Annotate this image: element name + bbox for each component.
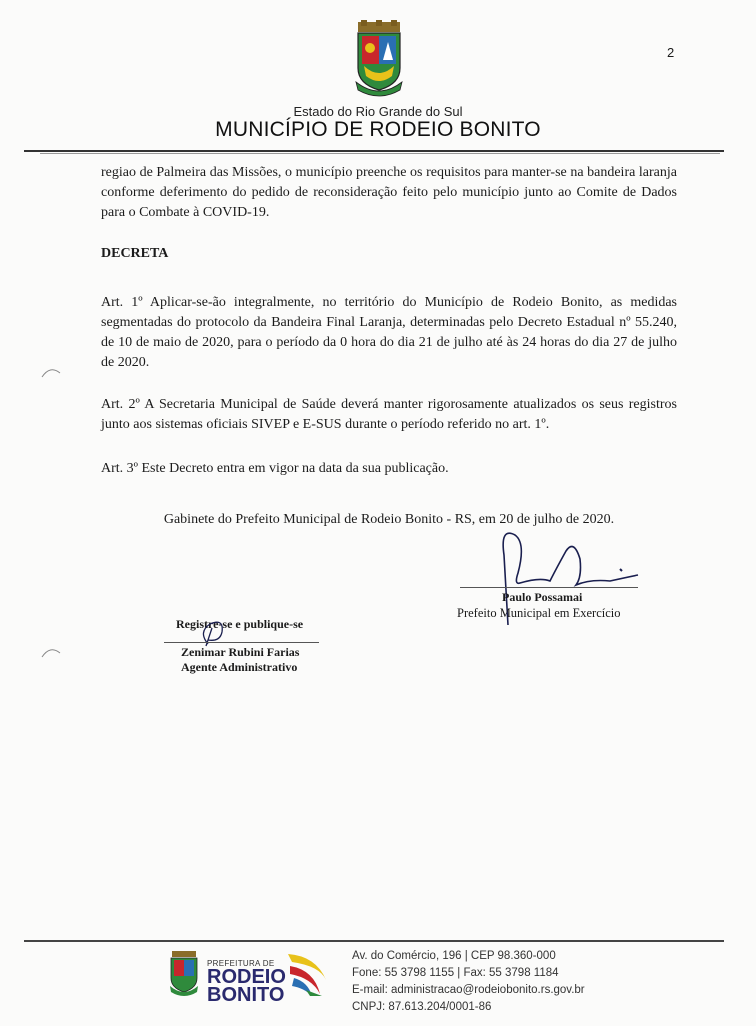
footer-contact xyxy=(352,948,585,1016)
footer-email: E-mail: administracao@rodeiobonito.rs.gov.br xyxy=(352,984,585,996)
footer-divider xyxy=(24,940,724,942)
closing-line: Gabinete do Prefeito Municipal de Rodeio Bonito - RS, em 20 de julho de 2020. xyxy=(163,512,615,527)
page-number: 2 xyxy=(667,45,675,60)
article-1: Art. 1º Aplicar-se-ão integralmente, no território do Município de Rodeio Bonito, as medidas segmentadas do protocolo da Bandeira Final Laranja, determinadas pelo Decreto Estadual nº 55.240, de 10 de maio de 2020, para o período da 0 hora do dia 21 de julho até às 24 horas do dia 27 de julho de 2020. xyxy=(101,295,677,370)
footer-coat-of-arms-icon xyxy=(168,950,200,996)
admin-signature-line xyxy=(164,642,319,643)
mayor-signature-line xyxy=(460,587,638,588)
footer-logo-swoosh-icon xyxy=(286,950,330,998)
municipality-title: MUNICÍPIO DE RODEIO BONITO xyxy=(215,118,541,141)
decreta-heading: DECRETA xyxy=(101,246,169,261)
margin-mark-icon xyxy=(40,645,62,659)
footer-cnpj: CNPJ: 87.613.204/0001-86 xyxy=(352,1001,492,1013)
mayor-role: Prefeito Municipal em Exercício xyxy=(457,606,621,620)
header-divider-thin xyxy=(40,153,720,154)
admin-role: Agente Administrativo xyxy=(181,660,298,674)
register-note: Registre-se e publique-se xyxy=(176,617,304,631)
coat-of-arms-icon xyxy=(352,20,406,98)
footer-address: Av. do Comércio, 196 | CEP 98.360-000 xyxy=(352,950,556,962)
intro-paragraph: regiao de Palmeira das Missões, o município preenche os requisitos para manter-se na bandeira laranja conforme deferimento do pedido de reconsideração feito pelo município junto ao Comite de Dados para o Combate à COVID-19. xyxy=(101,165,677,220)
header-divider xyxy=(24,150,724,152)
footer-phone: Fone: 55 3798 1155 | Fax: 55 3798 1184 xyxy=(352,967,559,979)
article-2: Art. 2º A Secretaria Municipal de Saúde deverá manter rigorosamente atualizados os seus registros junto aos sistemas oficiais SIVEP e E-SUS durante o período referido no art. 1º. xyxy=(101,397,677,432)
footer-brand-small: PREFEITURA DE xyxy=(207,959,275,968)
footer-brand-line1: RODEIO xyxy=(207,966,286,988)
state-name: Estado do Rio Grande do Sul xyxy=(293,104,463,119)
footer-brand-line2: BONITO xyxy=(207,984,285,1006)
mayor-name: Paulo Possamai xyxy=(502,590,583,604)
article-3: Art. 3º Este Decreto entra em vigor na data da sua publicação. xyxy=(101,461,449,476)
margin-mark-icon xyxy=(40,365,62,379)
admin-name: Zenimar Rubini Farias xyxy=(181,645,300,659)
admin-signature-icon xyxy=(194,618,234,648)
